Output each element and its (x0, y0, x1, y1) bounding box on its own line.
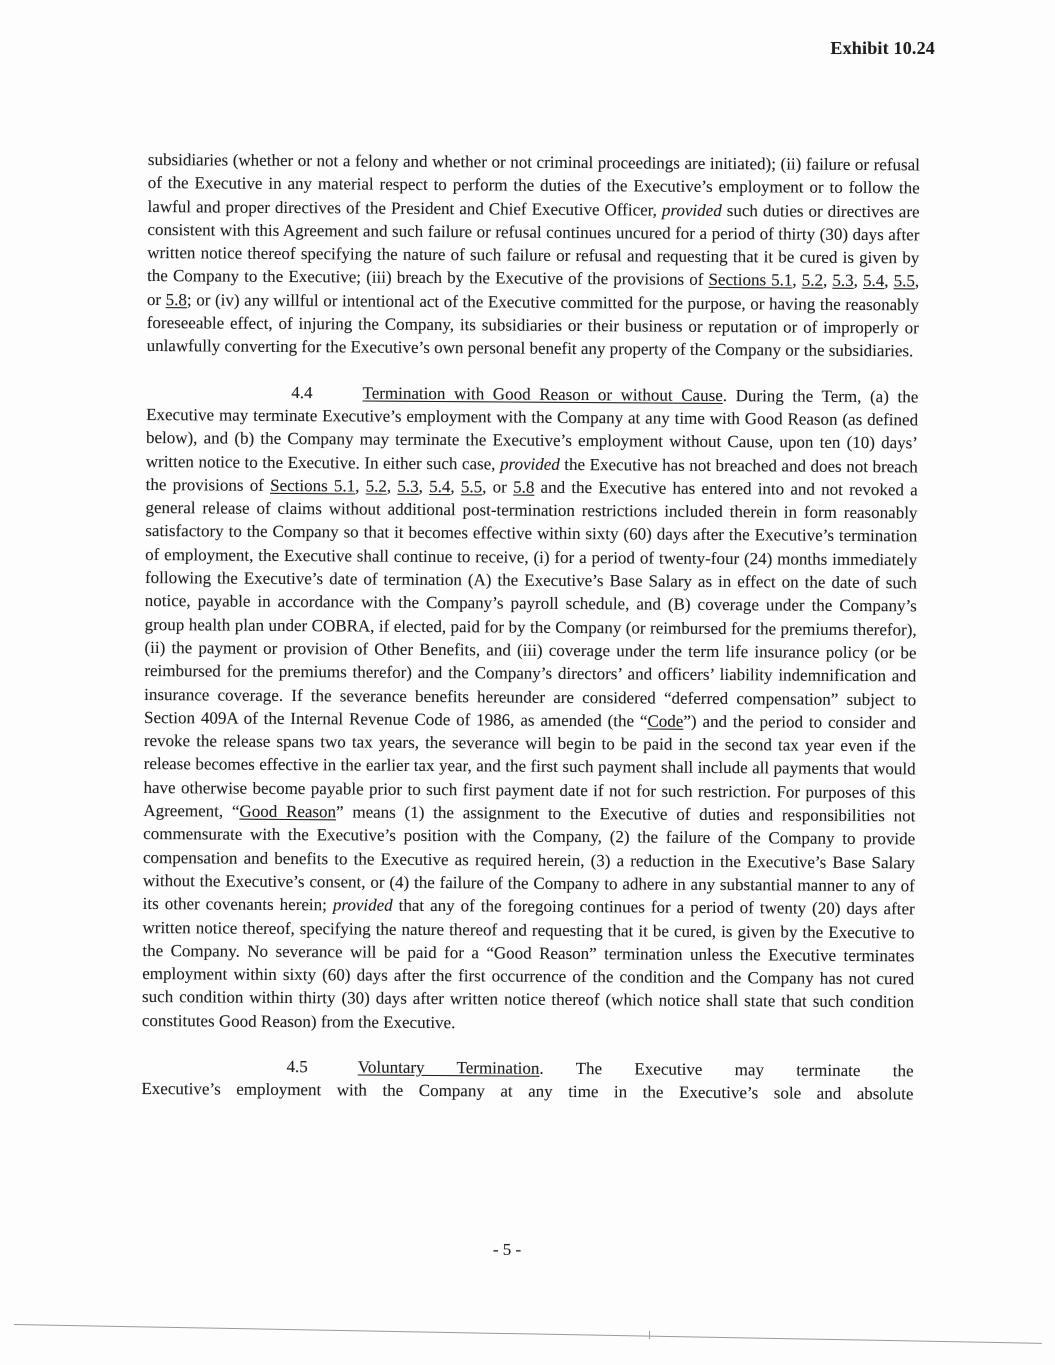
page-number: - 5 - (492, 1240, 522, 1259)
paragraph-continuation (147, 148, 920, 363)
document-body (141, 148, 920, 1128)
paragraph-section-4-4 (142, 380, 919, 1038)
text-run: Executive’s employment with the Company at any time in the Executive’s sole and absolute (141, 1079, 914, 1104)
text-run: . During the Term, (a) the Executive may terminate Executive’s employment with the Company at any time with Good Reason (as defined below), and (b) the Company may terminate the Executive’s employment without Cause, upon ten (10) days’ written notice to the Executive. In either such case, (145, 385, 919, 474)
scan-artifact-tick (649, 1331, 650, 1339)
text-run: , (853, 271, 864, 291)
text-run: provided (661, 200, 722, 220)
text-run: , (450, 476, 462, 497)
text-run: ”) and the period to consider and revoke the release spans two tax years, the severance will begin to be paid in the second tax year even if the release becomes effective in the earlier tax year, and the first such payment shall include all payments that would have otherwise become payable prior to such first payment date if not for such restriction. For purposes of this Agreement, “ (143, 711, 917, 821)
text-run: Sections 5.1 (270, 475, 356, 496)
text-run: and the Executive has entered into and not revoked a general release of claims without additional post-termination restrictions included therein in form reasonably satisfactory to the Company so that it becomes effective within sixty (60) days after the Executive’s termination of employment, the Executive shall continue to receive, (i) for a period of twenty-four (24) months immediately following the Executive’s date of termination (A) the Executive’s Base Salary as in effect on the date of such notice, payable in accordance with the Company’s payroll schedule, and (B) coverage under the Company’s group health plan under COBRA, if elected, paid for by the Company (or reimbursed for the premiums therefor), (ii) the payment or provision of Other Benefits, and (iii) coverage under the term life insurance policy (or be reimbursed for the premiums therefor) and the Company’s directors’ and officers’ liability indemnification and insurance coverage. If the severance benefits hereunder are considered “deferred compensation” subject to Section 409A of the Internal Revenue Code of 1986, as amended (the “ (143, 477, 918, 731)
section-heading: Termination with Good Reason or without Cause (362, 383, 723, 405)
text-run: Good Reason (239, 801, 337, 822)
text-run: subsidiaries (whether or not a felony and whether or not criminal proceedings are initiated); (ii) failure or refusal of the Executive in any material respect to perform the duties of the Executive’s employment or to follow the lawful and proper directives of the President and Chief Executive Officer, (147, 149, 920, 220)
text-run: 5.3 (397, 476, 419, 496)
text-run: the Executive has not breached and does not breach the provisions of (145, 454, 918, 495)
text-run: such duties or directives are consistent with this Agreement and such failure or refusal continues uncured for a period of thirty (30) days after written notice thereof specifying the nature of such failure or refusal and requesting that it be cured is given by the Company to the Executive; (iii) breach by the Executive of the provisions of (147, 200, 920, 290)
text-run: 5.2 (365, 476, 388, 496)
text-run: provided (499, 454, 560, 474)
section-number: 4.5 (286, 1056, 308, 1077)
exhibit-label: Exhibit 10.24 (830, 38, 935, 58)
text-run: Code (647, 711, 684, 731)
text-run: 5.3 (832, 271, 854, 291)
scan-artifact-line (14, 1324, 1042, 1344)
text-run: ” means (1) the assignment to the Executive of duties and responsibilities not commensurate with the Executive’s position with the Company, (2) the failure of the Company to provide compensation and benefits to the Executive as required herein, (3) a reduction in the Executive’s Base Salary without the Executive’s consent, or (4) the failure of the Company to adhere in any substantial manner to any of its other covenants herein; (142, 802, 916, 915)
text-run: , (386, 476, 398, 496)
section-heading: Voluntary Termination (357, 1057, 540, 1078)
text-run: 5.8 (513, 477, 535, 497)
text-run: 5.4 (429, 476, 451, 496)
text-run: that any of the foregoing continues for a period of twenty (20) days after written notice thereof, specifying the nature thereof and requesting that it be cured, is given by the Executive to the Company. No severance will be paid for a “Good Reason” termination unless the Executive terminates employment within sixty (60) days after the first occurrence of the condition and the Company has not cured such condition within thirty (30) days after written notice thereof (which notice shall state that such condition constitutes Good Reason) from the Executive. (141, 895, 915, 1032)
text-run: , (418, 476, 430, 496)
text-run: 5.2 (801, 271, 824, 291)
text-run: 5.4 (862, 271, 885, 291)
section-number: 4.4 (291, 382, 313, 402)
text-run: , (823, 271, 833, 291)
text-run: , (355, 476, 366, 496)
text-run: ; or (iv) any willful or intentional act of the Executive committed for the purpose, or having the reasonably foreseeable effect, of injuring the Company, its subsidiaries or their business or reputation or of improperly or unlawfully converting for the Executive’s own personal benefit any property of the Company or the subsidiaries. (146, 290, 919, 361)
text-run: , (792, 270, 802, 291)
text-run: . The Executive may terminate the (539, 1058, 914, 1081)
text-run: , or (482, 477, 514, 497)
paragraph-section-4-5 (141, 1054, 913, 1106)
text-run: 5.5 (460, 477, 483, 497)
text-run: , (884, 271, 894, 291)
text-run: Sections 5.1 (708, 270, 793, 290)
text-run: 5.8 (165, 289, 188, 310)
text-run: provided (332, 895, 393, 915)
text-run: , or (146, 271, 920, 309)
text-run: 5.5 (893, 271, 915, 291)
